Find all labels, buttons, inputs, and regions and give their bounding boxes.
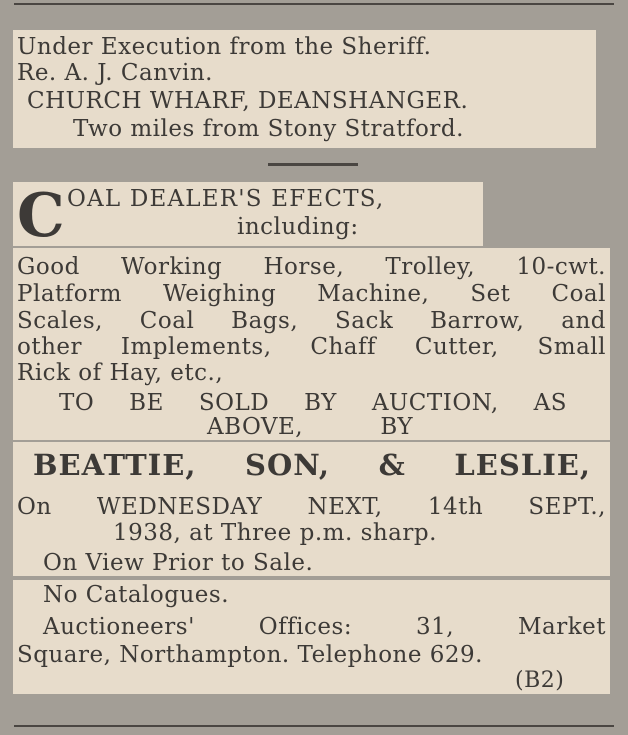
footer-section [13, 580, 610, 694]
item-line: Good Working Horse, Trolley, 10-cwt. [17, 254, 606, 280]
item-line: Scales, Coal Bags, Sack Barrow, and [17, 308, 606, 334]
top-rule [14, 3, 614, 5]
section-divider [268, 163, 358, 166]
item-line: Platform Weighing Machine, Set Coal [17, 281, 606, 307]
address-line: Square, Northampton. Telephone 629. [17, 642, 483, 668]
auctioneer-name: BEATTIE, SON, & LESLIE, [33, 448, 591, 482]
heading-title: OAL DEALER'S EFECTS, [67, 186, 385, 212]
effects-heading [13, 182, 483, 246]
office-line: Auctioneers' Offices: 31, Market [43, 614, 606, 640]
auction-line: TO BE SOLD BY AUCTION, AS [59, 390, 567, 416]
debtor-line: Re. A. J. Canvin. [17, 60, 213, 86]
ad-code: (B2) [515, 668, 565, 693]
sale-date: On WEDNESDAY NEXT, 14th SEPT., [17, 494, 606, 520]
location-line: CHURCH WHARF, DEANSHANGER. [27, 88, 469, 114]
distance-line: Two miles from Stony Stratford. [73, 116, 464, 142]
items-list [13, 248, 610, 440]
bottom-rule [14, 725, 614, 727]
item-line: other Implements, Chaff Cutter, Small [17, 334, 606, 360]
sale-time: 1938, at Three p.m. sharp. [113, 520, 437, 546]
sheriff-line: Under Execution from the Sheriff. [17, 34, 432, 60]
heading-subtitle: including: [237, 214, 359, 240]
auctioneer-section [13, 442, 610, 576]
viewing-note: On View Prior to Sale. [43, 550, 314, 576]
catalogue-note: No Catalogues. [43, 582, 230, 608]
drop-cap-letter: C [17, 182, 65, 246]
item-line: Rick of Hay, etc., [17, 360, 224, 386]
auction-line: ABOVE, BY [207, 414, 413, 440]
sheriff-notice [13, 30, 596, 148]
